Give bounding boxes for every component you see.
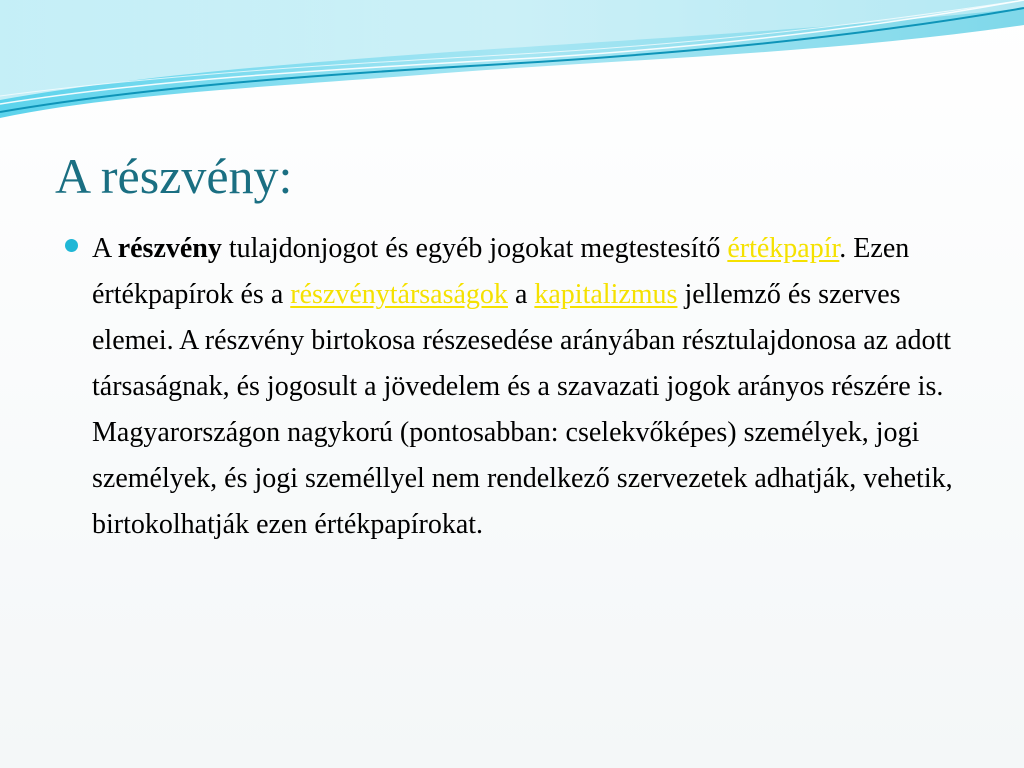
decorative-wave-header bbox=[0, 0, 1024, 130]
link-reszvenytarsasagok[interactable]: részvénytársaságok bbox=[290, 279, 508, 310]
text-segment: . Ezen értékpapírok és a bbox=[92, 233, 910, 310]
bullet-item bbox=[60, 226, 960, 548]
text-segment: tulajdonjogot és egyéb jogokat megtestesítő bbox=[221, 233, 728, 264]
bold-term-reszveny: részvény bbox=[117, 233, 222, 264]
link-ertekpapir[interactable]: értékpapír bbox=[727, 233, 840, 264]
bullet-text bbox=[92, 226, 960, 548]
bullet-dot-icon bbox=[65, 239, 78, 252]
slide-content bbox=[60, 226, 960, 548]
link-kapitalizmus[interactable]: kapitalizmus bbox=[534, 279, 678, 310]
text-segment: A bbox=[92, 233, 118, 264]
text-segment: a bbox=[507, 279, 535, 310]
text-segment: jellemző és szerves elemei. A részvény birtokosa részesedése arányában résztulajdonosa az adott társaságnak, és jogosult a jövedelem és a szavazati jogok arányos részére is. Magyarországon nagykorú (pontosabban: cselekvőképes) személyek, jogi személyek, és jogi személlyel nem rendelkező szervezetek adhatják, vehetik, birtokolhatják ezen értékpapírokat. bbox=[92, 279, 953, 540]
slide-title: A részvény: bbox=[55, 148, 293, 204]
